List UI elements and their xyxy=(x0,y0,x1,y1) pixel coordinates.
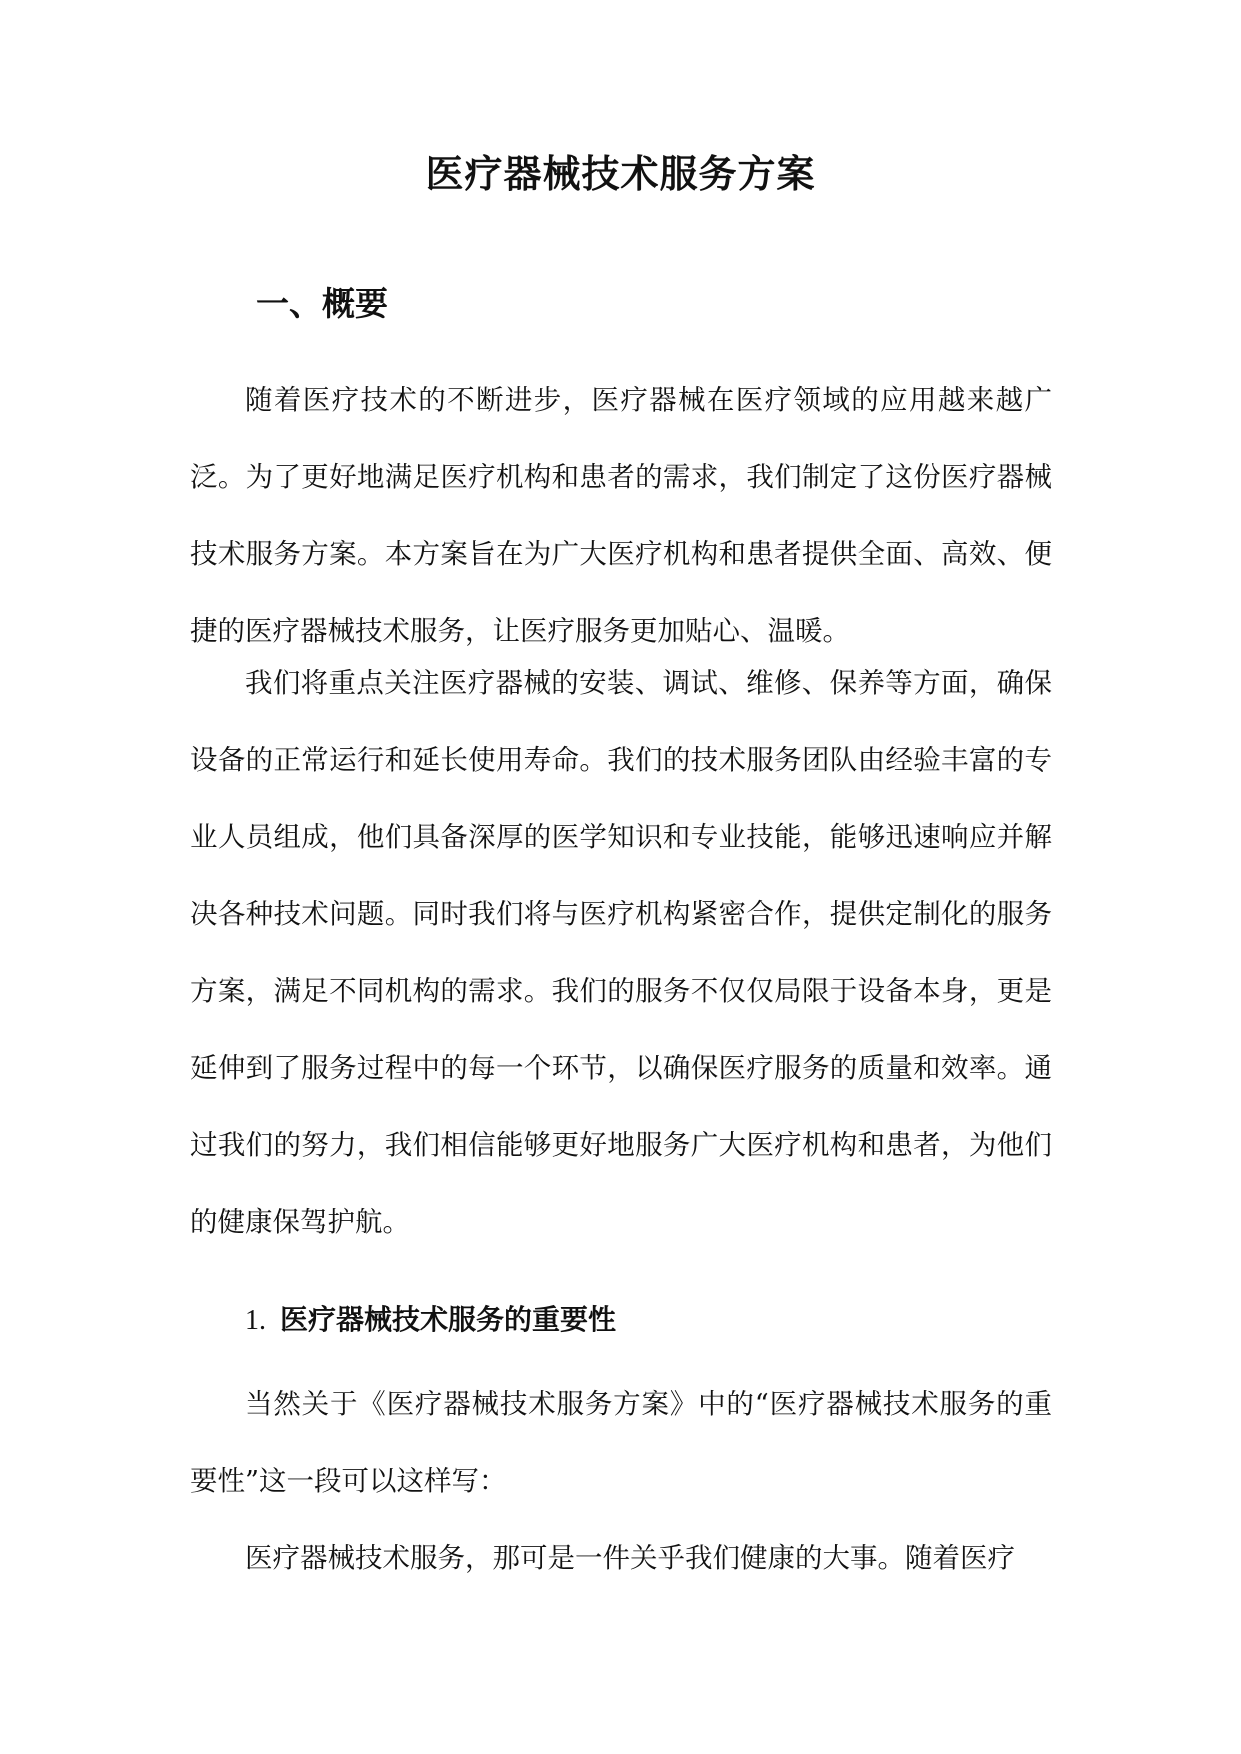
document-title: 医疗器械技术服务方案 xyxy=(425,152,816,196)
paragraph: 我们将重点关注医疗器械的安装、调试、维修、保养等方面，确保设备的正常运行和延长使用寿命。我们的技术服务团队由经验丰富的专业人员组成，他们具备深厚的医学知识和专业技能，能够迅速响应并解决各种技术问题。同时我们将与医疗机构紧密合作，提供定制化的服务方案，满足不同机构的需求。我们的服务不仅仅局限于设备本身，更是延伸到了服务过程中的每一个环节，以确保医疗服务的质量和效率。通过我们的努力，我们相信能够更好地服务广大医疗机构和患者，为他们的健康保驾护航。 xyxy=(190,667,1052,1238)
subsection-title: 医疗器械技术服务的重要性 xyxy=(280,1303,617,1336)
subsection-number: 1. xyxy=(245,1305,266,1336)
paragraph: 医疗器械技术服务，那可是一件关乎我们健康的大事。随着医疗 xyxy=(245,1542,1015,1574)
subsection-heading xyxy=(245,1300,616,1341)
section-heading: 一、概要 xyxy=(256,284,388,323)
paragraph: 随着医疗技术的不断进步，医疗器械在医疗领域的应用越来越广泛。为了更好地满足医疗机构和患者的需求，我们制定了这份医疗器械技术服务方案。本方案旨在为广大医疗机构和患者提供全面、高效、便捷的医疗器械技术服务，让医疗服务更加贴心、温暖。 xyxy=(190,384,1052,647)
paragraph: 当然关于《医疗器械技术服务方案》中的“医疗器械技术服务的重要性”这一段可以这样写： xyxy=(190,1388,1052,1497)
